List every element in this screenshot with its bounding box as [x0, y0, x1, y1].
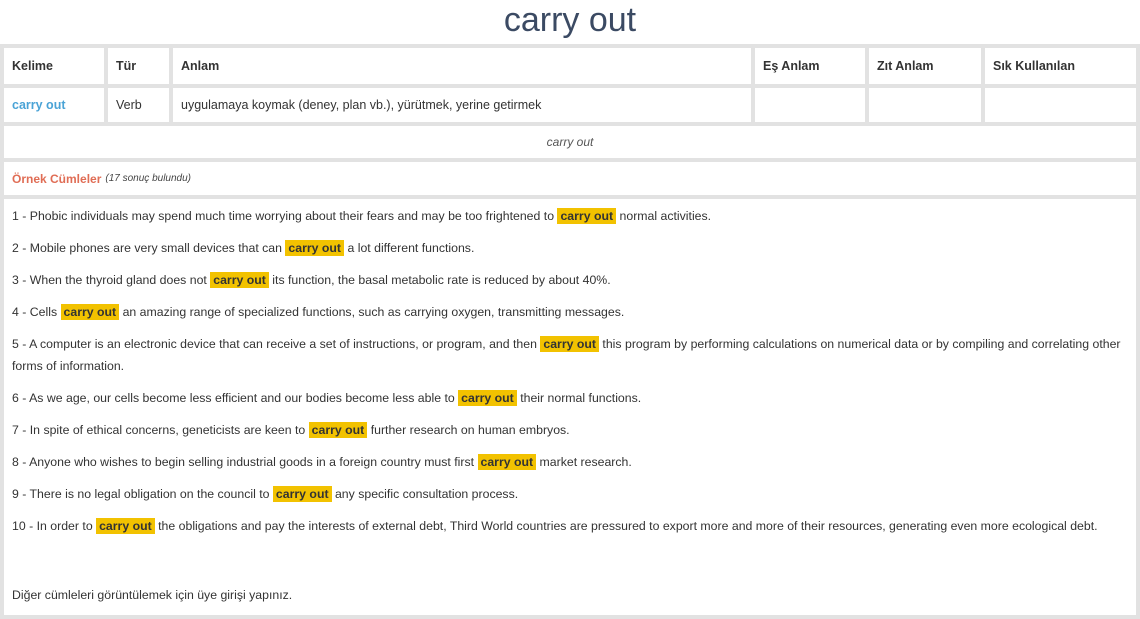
header-es-anlam: Eş Anlam [755, 48, 865, 84]
sentence-text-after: normal activities. [619, 209, 712, 223]
sentence-text-after: its function, the basal metabolic rate is reduced by about 40%. [272, 273, 611, 287]
sentence-text-before: 10 - In order to [12, 519, 93, 533]
header-tur: Tür [108, 48, 169, 84]
sentence-text-before: 8 - Anyone who wishes to begin selling industrial goods in a foreign country must first [12, 455, 475, 469]
frequent-cell [985, 88, 1136, 122]
phrase-row: carry out [4, 126, 1136, 158]
example-sentence [12, 269, 1128, 291]
sentence-text-before: 2 - Mobile phones are very small devices that can [12, 241, 282, 255]
examples-header [4, 162, 1136, 195]
highlighted-phrase: carry out [557, 208, 616, 224]
sentence-text-before: 9 - There is no legal obligation on the council to [12, 487, 270, 501]
synonym-cell [755, 88, 865, 122]
sentence-text-after: further research on human embryos. [370, 423, 570, 437]
sentence-text-after: an amazing range of specialized functions, such as carrying oxygen, transmitting messages. [122, 305, 625, 319]
header-sik-kullanilan: Sık Kullanılan [985, 48, 1136, 84]
sentence-text-after: their normal functions. [520, 391, 642, 405]
example-sentence [12, 333, 1128, 377]
sentence-text-before: 4 - Cells [12, 305, 58, 319]
sentence-text-after: market research. [539, 455, 632, 469]
highlighted-phrase: carry out [478, 454, 537, 470]
example-sentence [12, 515, 1128, 537]
header-anlam: Anlam [173, 48, 751, 84]
login-note: Diğer cümleleri görüntülemek için üye girişi yapınız. [12, 588, 293, 602]
meaning-cell: uygulamaya koymak (deney, plan vb.), yürütmek, yerine getirmek [173, 88, 751, 122]
highlighted-phrase: carry out [458, 390, 517, 406]
highlighted-phrase: carry out [96, 518, 155, 534]
examples-title: Örnek Cümleler [12, 171, 102, 186]
sentence-text-after: the obligations and pay the interests of external debt, Third World countries are pressured to export more and more of their resources, generating even more ecological debt. [158, 519, 1098, 533]
header-zit-anlam: Zıt Anlam [869, 48, 981, 84]
sentence-text-before: 5 - A computer is an electronic device that can receive a set of instructions, or program, and then [12, 337, 537, 351]
example-sentence [12, 237, 1128, 259]
highlighted-phrase: carry out [285, 240, 344, 256]
sentence-text-after: any specific consultation process. [334, 487, 519, 501]
example-sentence [12, 301, 1128, 323]
word-cell [4, 88, 104, 122]
antonym-cell [869, 88, 981, 122]
example-sentence [12, 419, 1128, 441]
highlighted-phrase: carry out [61, 304, 120, 320]
example-sentences [4, 199, 1136, 615]
examples-count: (17 sonuç bulundu) [105, 173, 191, 184]
sentence-text-before: 3 - When the thyroid gland does not [12, 273, 207, 287]
sentence-text-after: this program by performing calculations on numerical data or by compiling and correlating other forms of information. [12, 337, 1121, 373]
highlighted-phrase: carry out [540, 336, 599, 352]
word-link[interactable]: carry out [12, 98, 66, 112]
page-title: carry out [503, 1, 637, 39]
highlighted-phrase: carry out [309, 422, 368, 438]
dictionary-frame [0, 44, 1140, 619]
highlighted-phrase: carry out [273, 486, 332, 502]
header-kelime: Kelime [4, 48, 104, 84]
type-cell: Verb [108, 88, 169, 122]
sentence-text-before: 1 - Phobic individuals may spend much time worrying about their fears and may be too frightened to [12, 209, 555, 223]
example-sentence [12, 451, 1128, 473]
sentence-text-before: 7 - In spite of ethical concerns, geneticists are keen to [12, 423, 306, 437]
sentence-text-before: 6 - As we age, our cells become less efficient and our bodies become less able to [12, 391, 455, 405]
example-sentence [12, 205, 1128, 227]
sentence-text-after: a lot different functions. [347, 241, 475, 255]
example-sentence [12, 387, 1128, 409]
highlighted-phrase: carry out [210, 272, 269, 288]
example-sentence [12, 483, 1128, 505]
